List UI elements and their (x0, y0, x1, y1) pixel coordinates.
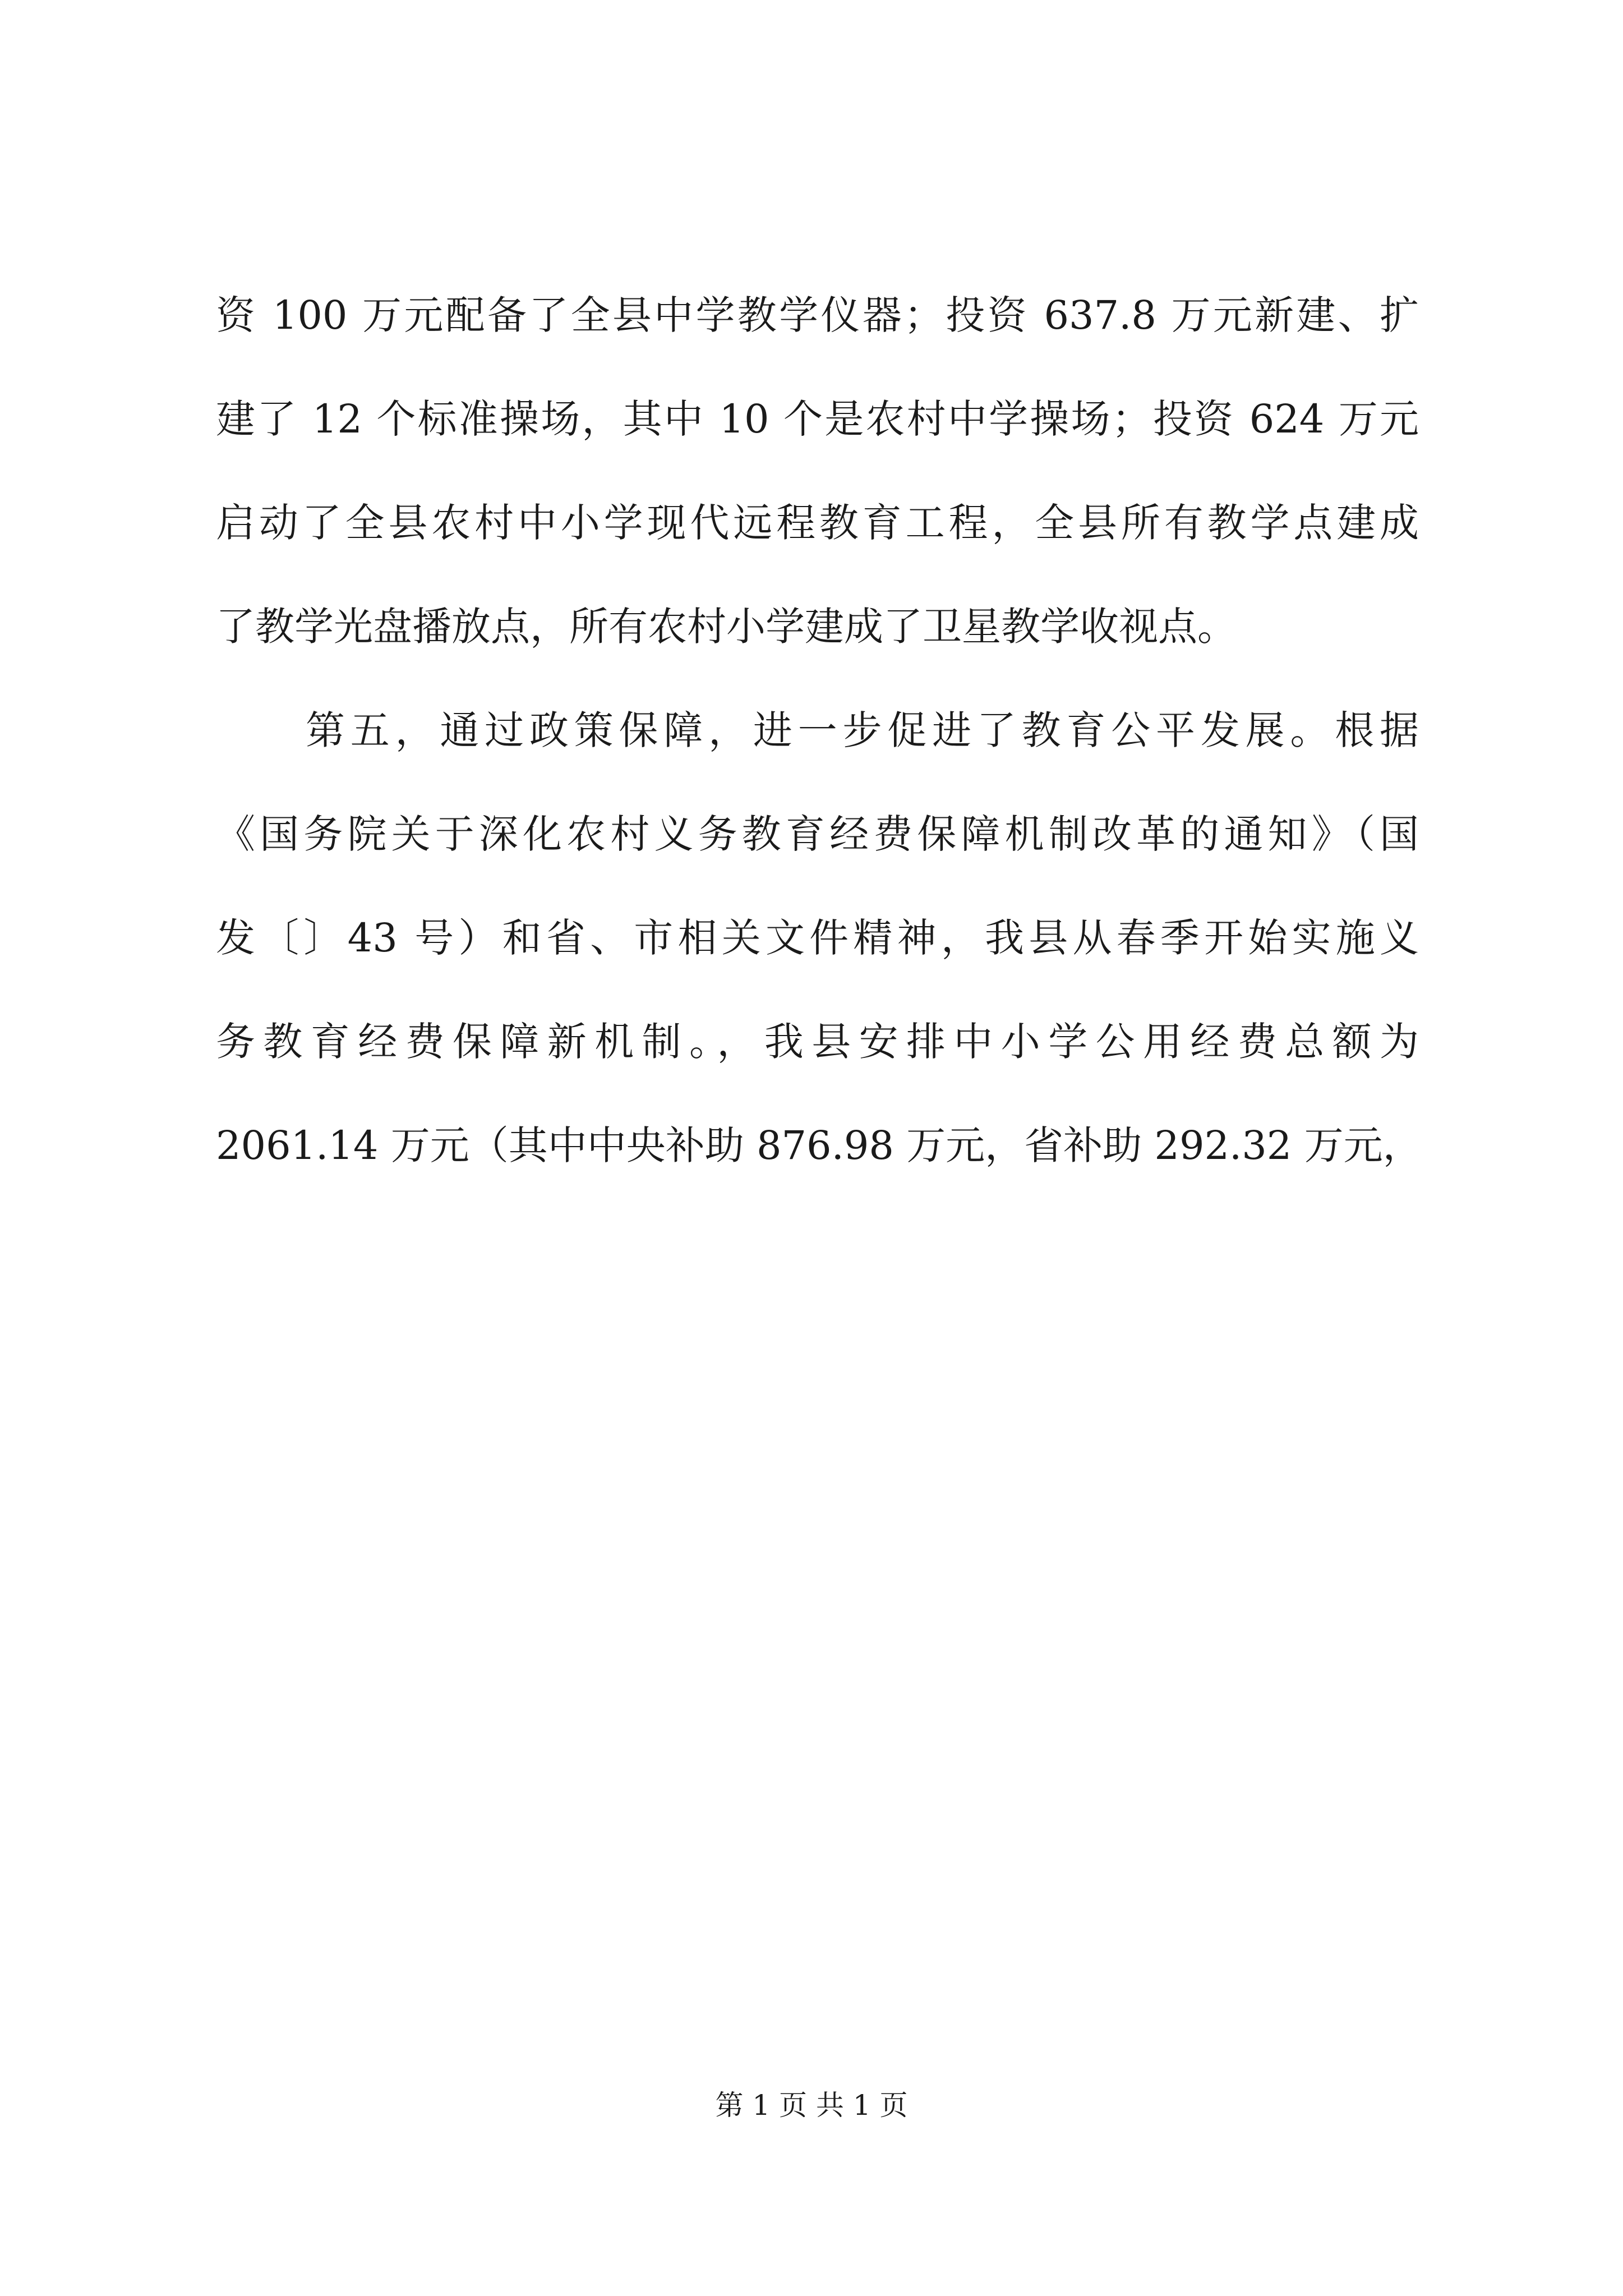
paragraph-line: 建了 12 个标准操场，其中 10 个是农村中学操场；投资 624 万元 (216, 396, 1419, 442)
page-number-label: 第 1 页 共 1 页 (715, 2089, 908, 2122)
paragraph-line: 发〔〕43 号）和省、市相关文件精神，我县从春季开始实施义 (216, 915, 1419, 961)
paragraph-line: 启动了全县农村中小学现代远程教育工程，全县所有教学点建成 (216, 500, 1419, 546)
paragraph-line: 务教育经费保障新机制。，我县安排中小学公用经费总额为 (216, 1019, 1419, 1065)
paragraph-line: 了教学光盘播放点，所有农村小学建成了卫星教学收视点。 (216, 604, 1237, 650)
paragraph-line: 资 100 万元配备了全县中学教学仪器；投资 637.8 万元新建、扩 (216, 292, 1419, 338)
paragraph-line: 第五，通过政策保障，进一步促进了教育公平发展。根据 (306, 707, 1419, 753)
body-text (216, 264, 1422, 1198)
paragraph-2 (216, 679, 1422, 1198)
paragraph-line: 《国务院关于深化农村义务教育经费保障机制改革的通知》（国 (216, 811, 1419, 857)
page-footer (0, 2086, 1623, 2125)
paragraph-line: 2061.14 万元（其中中央补助 876.98 万元，省补助 292.32 万元， (216, 1122, 1422, 1168)
paragraph-1 (216, 264, 1419, 679)
